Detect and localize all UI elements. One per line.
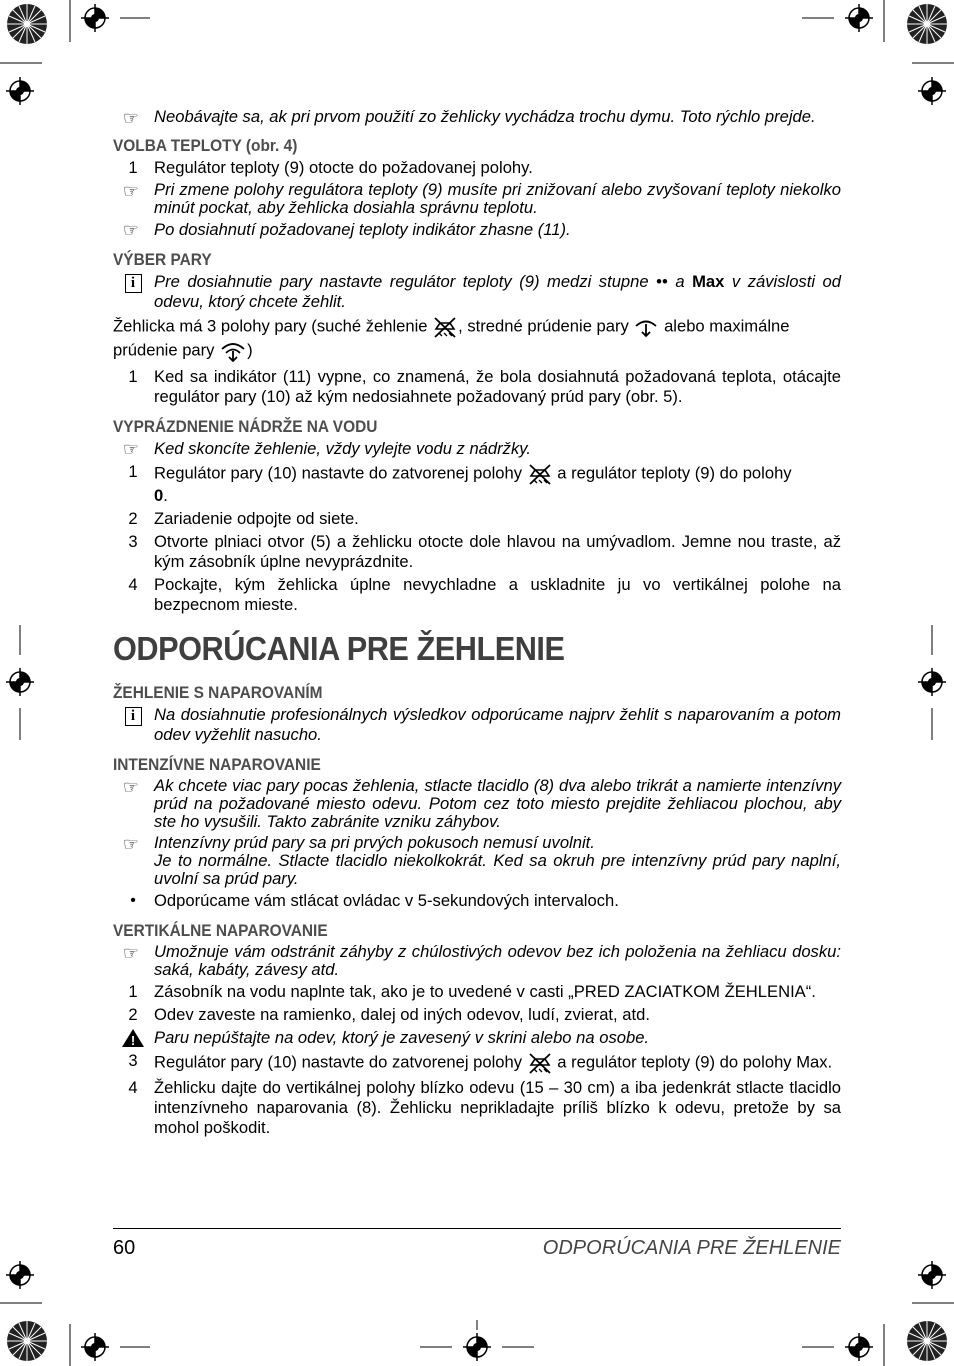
pointing-hand-icon: ☞ [122, 943, 140, 963]
warning-icon [121, 1028, 145, 1048]
note-item: ☞ Ked skoncíte žehlenie, vždy vylejte vodu z nádržky. [113, 439, 841, 459]
list-item: 4 Pockajte, kým žehlicka úplne nevychladne a uskladnite ju vo vertikálnej polohe na bezpecnom mieste. [128, 575, 841, 614]
info-item: i Na dosiahnutie profesionálnych výsledkov odporúcame najprv žehlit s naparovaním a potom odev vyžehlit nasucho. [113, 705, 841, 745]
svg-text:!: ! [130, 1033, 136, 1048]
list-item: 2 Odev zaveste na ramienko, dalej od iných odevov, ludí, zvierat, atd. [128, 1005, 650, 1024]
list-item: 1 Ked sa indikátor (11) vypne, co znamená, že bola dosiahnutá požadovaná teplota, otácajte regulátor pary (10) až kým nedosiahnete požadovaný prúd pary (obr. 5). [128, 367, 841, 406]
closed-steam-icon [527, 462, 553, 486]
note-item: ☞ Umožnuje vám odstránit záhyby z chúlostivých odevov bez ich položenia na žehliacu dosku: saká, kabáty, závesy atd. [113, 943, 841, 979]
list-item: 2 Zariadenie odpojte od siete. [128, 509, 359, 528]
list-item: 4 Žehlicku dajte do vertikálnej polohy blízko odevu (15 – 30 cm) a iba jedenkrát stlacte tlacidlo intenzívneho naparovania (8). Žehlicku neprikladajte príliš blízko k odevu, pretože by sa mohol poškodit. [128, 1078, 841, 1137]
list-item: 3 Otvorte plniaci otvor (5) a žehlicku otocte dole hlavou na umývadlom. Jemne nou traste, až kým zásobník úplne nevyprázdnite. [128, 532, 841, 571]
warning-item: ! Paru nepúštajte na odev, ktorý je zavesený v skrini alebo na osobe. [113, 1028, 841, 1048]
pointing-hand-icon: ☞ [122, 439, 140, 459]
note-item: ☞ Po dosiahnutí požadovanej teploty indikátor zhasne (11). [113, 220, 841, 240]
list-item: 3 Regulátor pary (10) nastavte do zatvorenej polohy a regulátor teploty (9) do polohy Max. [113, 1051, 841, 1075]
pointing-hand-icon: ☞ [122, 181, 140, 201]
steam-paragraph: Žehlicka má 3 polohy pary (suché žehlenie , stredné prúdenie pary alebo maximálne prúdenie pary ) [113, 315, 841, 363]
star-mark-icon [7, 1321, 47, 1361]
running-title: ODPORÚCANIA PRE ŽEHLENIE [542, 1237, 841, 1259]
info-icon: i [125, 274, 142, 293]
list-item: 1 Regulátor pary (10) nastavte do zatvorenej polohy a regulátor teploty (9) do polohy 0. [128, 462, 792, 505]
pointing-hand-icon: ☞ [122, 108, 140, 128]
section-heading: ŽEHLENIE S NAPAROVANÍM [113, 683, 323, 702]
section-heading: VOLBA TEPLOTY (obr. 4) [113, 136, 298, 155]
page-footer [113, 1228, 841, 1259]
closed-steam-icon [527, 1051, 553, 1075]
maximum-steam-icon [219, 339, 247, 363]
note-item: ☞ Ak chcete viac pary pocas žehlenia, stlacte tlacidlo (8) dva alebo trikrát a namierte intenzívny prúd na požadované miesto odevu. Potom cez toto miesto prejdite žehliacou plochou, aby ste ho vysušili. Takto zabránite vzniku záhybov. [113, 777, 841, 831]
star-mark-icon [907, 4, 947, 44]
pointing-hand-icon: ☞ [122, 220, 140, 240]
info-icon: i [125, 707, 142, 726]
page-number: 60 [113, 1237, 136, 1259]
pointing-hand-icon: ☞ [122, 777, 140, 797]
section-heading: VÝBER PARY [113, 250, 212, 269]
star-mark-icon [7, 4, 47, 44]
note-item: ☞ Pri zmene polohy regulátora teploty (9) musíte pri znižovaní alebo zvyšovaní teploty niekolko minút pockat, aby žehlicka dosiahla správnu teplotu. [113, 181, 841, 217]
section-heading: VYPRÁZDNENIE NÁDRŽE NA VODU [113, 417, 378, 436]
info-item: i Pre dosiahnutie pary nastavte regulátor teploty (9) medzi stupne •• a Max v závislosti od odevu, ktorý chcete žehlit. [113, 272, 841, 312]
medium-steam-icon [633, 316, 659, 338]
star-mark-icon [907, 1321, 947, 1361]
list-item: 1 Zásobník na vodu naplnte tak, ako je to uvedené v casti „PRED ZACIATKOM ŽEHLENIA“. [128, 982, 816, 1001]
section-heading: INTENZÍVNE NAPAROVANIE [113, 755, 321, 774]
page-title: ODPORÚCANIA PRE ŽEHLENIE [113, 630, 565, 667]
list-item: 1 Regulátor teploty (9) otocte do požadovanej polohy. [128, 158, 533, 177]
section-heading: VERTIKÁLNE NAPAROVANIE [113, 921, 328, 940]
dry-ironing-icon [432, 315, 458, 339]
pointing-hand-icon: ☞ [122, 834, 140, 854]
note-item: ☞ Intenzívny prúd pary sa pri prvých pokusoch nemusí uvolnit. Je to normálne. Stlacte tlacidlo niekolkokrát. Ked sa okruh pre intenzívny prúd pary naplní, uvolní sa prúd pary. [113, 834, 841, 888]
note-item: ☞ Neobávajte sa, ak pri prvom použití zo žehlicky vychádza trochu dymu. Toto rýchlo prejde. [113, 108, 841, 126]
bullet-item: • Odporúcame vám stlácat ovládac v 5-sekundových intervaloch. [130, 891, 619, 910]
page-content [113, 108, 841, 1141]
